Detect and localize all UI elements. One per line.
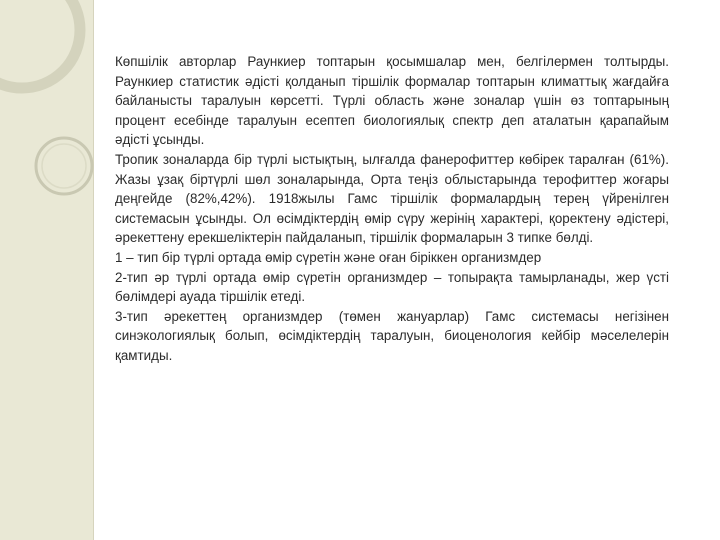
slide-text-body: [115, 52, 669, 366]
decorative-ring-small: [36, 138, 92, 194]
paragraph-type-2: 2-тип әр түрлі ортада өмір сүретін организмдер – топырақта тамырланады, жер үсті бөлімдері ауада тіршілік етеді.: [115, 269, 669, 305]
paragraph-tropic-zones: Тропик зоналарда бір түрлі ыстықтың, ылғалда фанерофиттер көбірек таралған (61%). Жазы ұзақ біртүрлі шөл зоналарында, Орта теңіз облыстарында терофиттер жоғары деңгейде (82%,42%). 1918жылы Гамс тіршілік формалардың терең үйренілген системасын ұсынды. Ол өсімдіктердің өмір сүру жерінің характері, қоректену әдістері, әрекеттену ерекшеліктерін пайдаланып, тіршілік формаларын 3 типке бөлді.: [115, 151, 669, 246]
decorative-ring-large: [0, 0, 80, 88]
decorative-ring-small-inner: [42, 144, 86, 188]
paragraph-type-1: 1 – тип бір түрлі ортада өмір сүретін және оған біріккен организмдер: [115, 249, 542, 265]
paragraph-type-3: 3-тип әрекеттең организмдер (төмен жануарлар) Гамс системасы негізінен синэкологиялық болып, өсімдіктердің таралуын, биоценология кейбір мәселелерін қамтиды.: [115, 308, 669, 363]
paragraph-intro: Көпшілік авторлар Раункиер топтарын қосымшалар мен, белгілермен толтырды. Раункиер статистик әдісті қолданып тіршілік формалар топтарын климаттық жағдайға байланысты таралуын көрсетті. Түрлі область және зоналар үшін өз топтарының процент есебінде таралуын есептеп биологиялық спектр деп аталатын қарапайым әдісті ұсынды.: [115, 54, 669, 148]
